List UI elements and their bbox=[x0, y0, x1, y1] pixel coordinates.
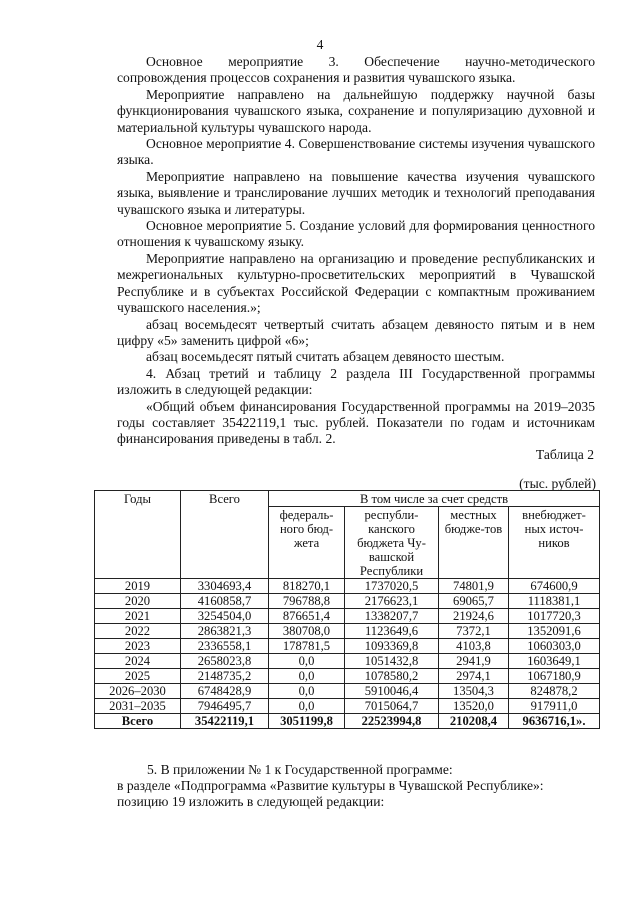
after-line: в разделе «Подпрограмма «Развитие культуры в Чувашской Республике»: bbox=[117, 778, 544, 794]
header-group: В том числе за счет средств bbox=[269, 491, 600, 507]
cell-year: 2025 bbox=[95, 669, 181, 684]
paragraph: Основное мероприятие 3. Обеспечение научно-методического сопровождения процессов сохранения и развития чувашского языка. bbox=[117, 54, 595, 86]
cell-total: 2863821,3 bbox=[181, 624, 269, 639]
cell-year: 2023 bbox=[95, 639, 181, 654]
cell-year: 2026–2030 bbox=[95, 684, 181, 699]
cell-local: 21924,6 bbox=[439, 609, 509, 624]
cell-local: 13504,3 bbox=[439, 684, 509, 699]
cell-republic: 1123649,6 bbox=[345, 624, 439, 639]
paragraph: Основное мероприятие 5. Создание условий для формирования ценностного отношения к чувашскому языку. bbox=[117, 218, 595, 250]
cell-total: 2658023,8 bbox=[181, 654, 269, 669]
paragraph: Мероприятие направлено на дальнейшую поддержку научной базы функционирования чувашского языка, сохранение и популяризацию духовной и материальной культуры чувашского народа. bbox=[117, 86, 595, 135]
table-row bbox=[95, 624, 600, 639]
paragraph: абзац восемьдесят пятый считать абзацем девяносто шестым. bbox=[146, 349, 505, 365]
cell-extra: 1118381,1 bbox=[509, 594, 600, 609]
cell-total: 4160858,7 bbox=[181, 594, 269, 609]
page-number: 4 bbox=[316, 37, 324, 52]
cell-year: 2019 bbox=[95, 579, 181, 594]
table-row bbox=[95, 654, 600, 669]
paragraph: Основное мероприятие 4. Совершенствование системы изучения чувашского языка. bbox=[117, 136, 595, 168]
total-row bbox=[95, 714, 600, 729]
cell-total: 7946495,7 bbox=[181, 699, 269, 714]
header-total: Всего bbox=[181, 491, 269, 579]
table-row bbox=[95, 699, 600, 714]
cell-republic: 7015064,7 bbox=[345, 699, 439, 714]
cell-local: 69065,7 bbox=[439, 594, 509, 609]
cell-federal: 0,0 bbox=[269, 669, 345, 684]
cell-total: 3254504,0 bbox=[181, 609, 269, 624]
cell-year: 2020 bbox=[95, 594, 181, 609]
cell-federal: 3051199,8 bbox=[269, 714, 345, 729]
cell-year: 2024 bbox=[95, 654, 181, 669]
cell-extra: 1603649,1 bbox=[509, 654, 600, 669]
cell-republic: 1338207,7 bbox=[345, 609, 439, 624]
cell-total: 2148735,2 bbox=[181, 669, 269, 684]
table-units: (тыс. рублей) bbox=[519, 476, 596, 491]
cell-republic: 1078580,2 bbox=[345, 669, 439, 684]
cell-republic: 2176623,1 bbox=[345, 594, 439, 609]
table-row bbox=[95, 579, 600, 594]
table-row bbox=[95, 684, 600, 699]
cell-extra: 1060303,0 bbox=[509, 639, 600, 654]
cell-extra: 917911,0 bbox=[509, 699, 600, 714]
cell-local: 13520,0 bbox=[439, 699, 509, 714]
cell-federal: 380708,0 bbox=[269, 624, 345, 639]
cell-total: 6748428,9 bbox=[181, 684, 269, 699]
cell-local: 74801,9 bbox=[439, 579, 509, 594]
cell-republic: 1093369,8 bbox=[345, 639, 439, 654]
cell-republic: 22523994,8 bbox=[345, 714, 439, 729]
cell-extra: 1017720,3 bbox=[509, 609, 600, 624]
cell-year: Всего bbox=[95, 714, 181, 729]
cell-federal: 0,0 bbox=[269, 699, 345, 714]
table-row bbox=[95, 609, 600, 624]
cell-extra: 1067180,9 bbox=[509, 669, 600, 684]
cell-local: 210208,4 bbox=[439, 714, 509, 729]
cell-total: 35422119,1 bbox=[181, 714, 269, 729]
header-federal: федераль-ного бюд-жета bbox=[269, 507, 345, 579]
after-table-text bbox=[117, 762, 597, 811]
table-caption: Таблица 2 bbox=[535, 447, 594, 462]
cell-year: 2031–2035 bbox=[95, 699, 181, 714]
header-years: Годы bbox=[95, 491, 181, 579]
paragraph: абзац восемьдесят четвертый считать абзацем девяносто пятым и в нем цифру «5» заменить цифрой «6»; bbox=[117, 316, 595, 348]
cell-year: 2021 bbox=[95, 609, 181, 624]
cell-federal: 876651,4 bbox=[269, 609, 345, 624]
cell-extra: 824878,2 bbox=[509, 684, 600, 699]
paragraph: «Общий объем финансирования Государственной программы на 2019–2035 годы составляет 35422119,1 тыс. рублей. Показатели по годам и источникам финансирования приведены в табл. 2. bbox=[117, 398, 595, 447]
cell-local: 7372,1 bbox=[439, 624, 509, 639]
cell-local: 4103,8 bbox=[439, 639, 509, 654]
paragraph: 4. Абзац третий и таблицу 2 раздела III Государственной программы изложить в следующей редакции: bbox=[117, 365, 595, 398]
cell-republic: 5910046,4 bbox=[345, 684, 439, 699]
header-republic: республи-канского бюджета Чу-вашской Республики bbox=[345, 507, 439, 579]
cell-federal: 178781,5 bbox=[269, 639, 345, 654]
paragraph: Мероприятие направлено на организацию и проведение республиканских и межрегиональных культурно-просветительских мероприятий в Чувашской Республике и в субъектах Российской Федерации с компактным проживанием чувашского населения.»; bbox=[117, 250, 595, 316]
cell-federal: 0,0 bbox=[269, 654, 345, 669]
body-text bbox=[117, 54, 595, 448]
cell-total: 2336558,1 bbox=[181, 639, 269, 654]
cell-republic: 1051432,8 bbox=[345, 654, 439, 669]
cell-extra: 674600,9 bbox=[509, 579, 600, 594]
table-row bbox=[95, 594, 600, 609]
cell-federal: 796788,8 bbox=[269, 594, 345, 609]
header-extra: внебюджет-ных источ-ников bbox=[509, 507, 600, 579]
cell-local: 2974,1 bbox=[439, 669, 509, 684]
cell-total: 3304693,4 bbox=[181, 579, 269, 594]
cell-local: 2941,9 bbox=[439, 654, 509, 669]
cell-extra: 1352091,6 bbox=[509, 624, 600, 639]
after-line: 5. В приложении № 1 к Государственной программе: bbox=[147, 762, 453, 777]
cell-year: 2022 bbox=[95, 624, 181, 639]
paragraph: Мероприятие направлено на повышение качества изучения чувашского языка, выявление и транслирование лучших методик и технологий преподавания чувашского языка и литературы. bbox=[117, 168, 595, 217]
cell-federal: 0,0 bbox=[269, 684, 345, 699]
table-row bbox=[95, 639, 600, 654]
cell-republic: 1737020,5 bbox=[345, 579, 439, 594]
header-local: местных бюдже-тов bbox=[439, 507, 509, 579]
table-body bbox=[95, 579, 600, 729]
cell-extra: 9636716,1». bbox=[509, 714, 600, 729]
financing-table bbox=[94, 490, 600, 729]
cell-federal: 818270,1 bbox=[269, 579, 345, 594]
table-row bbox=[95, 669, 600, 684]
after-line: позицию 19 изложить в следующей редакции: bbox=[117, 794, 385, 810]
